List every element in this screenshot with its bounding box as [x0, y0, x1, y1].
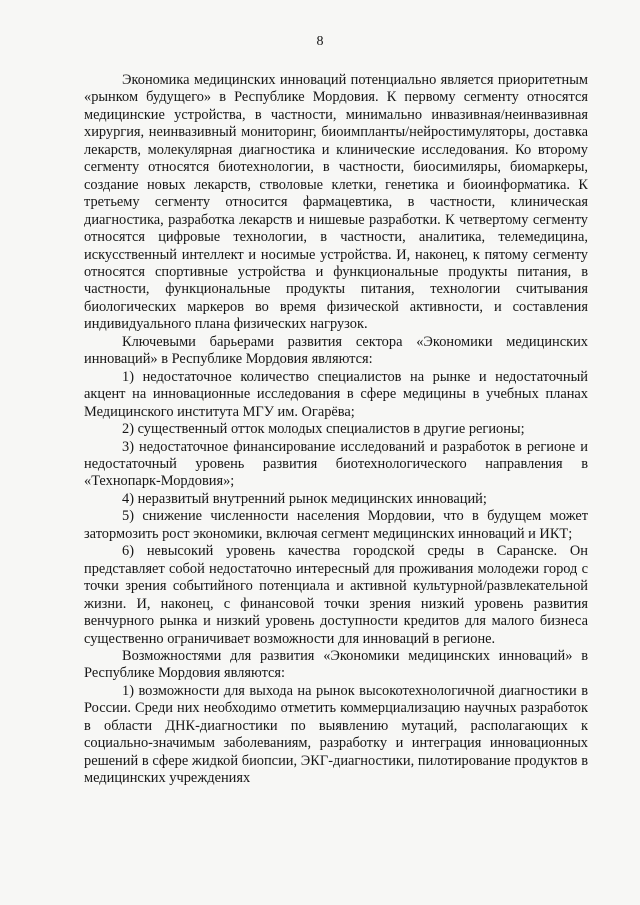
barrier-item-5: 5) снижение численности населения Мордовии, что в будущем может затормозить рост экономики, включая сегмент медицинских инноваций и ИКТ; [84, 508, 588, 542]
barrier-item-3: 3) недостаточное финансирование исследований и разработок в регионе и недостаточный уровень развития биотехнологического направления в «Технопарк-Мордовия»; [84, 438, 588, 490]
barrier-item-2: 2) существенный отток молодых специалистов в другие регионы; [122, 421, 525, 438]
barrier-item-6: 6) невысокий уровень качества городской среды в Саранске. Он представляет собой недостаточно интересный для проживания молодежи город с точки зрения событийного потенциала и активной культурной/развлекательной жизни. И, наконец, с финансовой точки зрения низкий уровень развития венчурного рынка и низкий уровень доступности кредитов для малого бизнеса существенно ограничивает возможности для инноваций в регионе. [84, 543, 588, 647]
barrier-item-1: 1) недостаточное количество специалистов на рынке и недостаточный акцент на инновационные исследования в сфере медицины в учебных планах Медицинского института МГУ им. Огарёва; [84, 368, 588, 420]
opportunity-item-1: 1) возможности для выхода на рынок высокотехнологичной диагностики в России. Среди них необходимо отметить коммерциализацию научных разработок в области ДНК-диагностики по выявлению мутаций, располагающих к социально-значимым заболеваниям, разработку и интеграция инновационных решений в сфере жидкой биопсии, ЭКГ-диагностики, пилотирование продуктов в медицинских учреждениях [84, 682, 588, 787]
paragraph-market-segments: Экономика медицинских инноваций потенциально является приоритетным «рынком будущего» в Республике Мордовия. К первому сегменту относятся медицинские устройства, в частности, минимально инвазивная/неинвазивная хирургия, неинвазивный мониторинг, биоимпланты/нейростимуляторы, доставка лекарств, молекулярная диагностика и клинические исследования. Ко второму сегменту относятся биотехнологии, в частности, биосимиляры, биомаркеры, создание новых лекарств, стволовые клетки, генетика и биоинформатика. К третьему сегменту относится фармацевтика, в частности, клиническая диагностика, разработка лекарств и нишевые разработки. К четвертому сегменту относятся цифровые технологии, в частности, аналитика, телемедицина, искусственный интеллект и носимые устройства. И, наконец, к пятому сегменту относятся спортивные устройства и функциональные продукты питания, в частности, функциональные продукты питания, технологии считывания биологических маркеров во время физической активности, и составления индивидуального плана физических нагрузок. [84, 72, 588, 333]
paragraph-opportunities-intro: Возможностями для развития «Экономики медицинских инноваций» в Республике Мордовия являются: [84, 647, 588, 682]
paragraph-barriers-intro: Ключевыми барьерами развития сектора «Экономики медицинских инноваций» в Республике Мордовия являются: [84, 333, 588, 368]
body-text [84, 72, 588, 788]
barrier-item-4: 4) неразвитый внутренний рынок медицинских инноваций; [122, 490, 487, 507]
page-number: 8 [316, 34, 324, 49]
